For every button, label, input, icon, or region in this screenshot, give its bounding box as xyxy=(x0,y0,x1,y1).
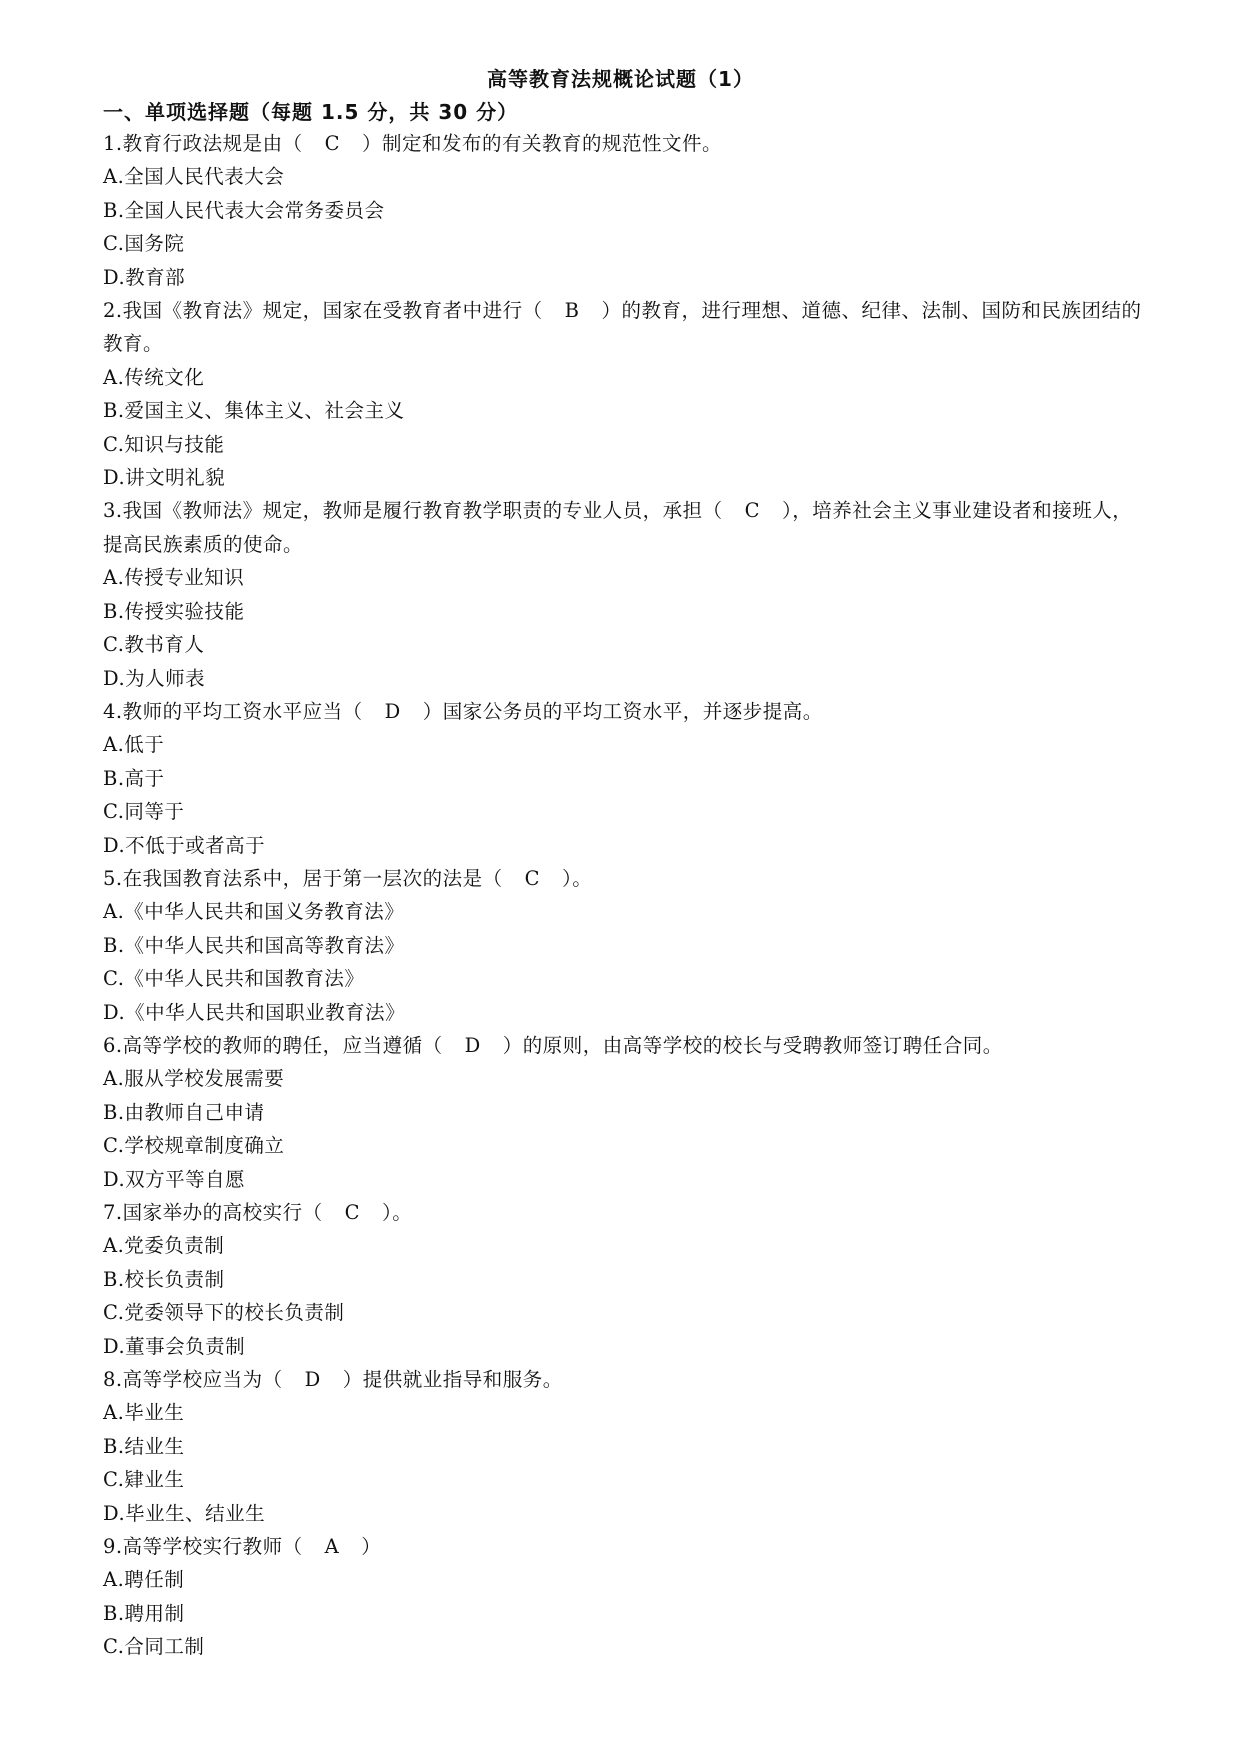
option-c: C.党委领导下的校长负责制 xyxy=(103,1301,345,1325)
section-heading: 一、单项选择题（每题 1.5 分，共 30 分） xyxy=(103,100,519,124)
option-a: A.全国人民代表大会 xyxy=(103,165,285,189)
question-8 xyxy=(103,1363,1148,1530)
question-stem: 9.高等学校实行教师（ A ） xyxy=(103,1530,1148,1563)
option-a: A.低于 xyxy=(103,733,165,757)
answer-letter: A xyxy=(324,1535,340,1559)
answer-letter: C xyxy=(324,132,341,155)
question-1 xyxy=(103,127,1148,294)
option-d: D.为人师表 xyxy=(103,666,206,690)
question-2 xyxy=(103,294,1148,494)
option-c: C.合同工制 xyxy=(103,1635,205,1659)
question-stem: 1.教育行政法规是由（ C ）制定和发布的有关教育的规范性文件。 xyxy=(103,127,1148,160)
question-stem: 5.在我国教育法系中，居于第一层次的法是（ C ）。 xyxy=(103,862,1148,895)
question-stem: 8.高等学校应当为（ D ）提供就业指导和服务。 xyxy=(103,1363,1148,1396)
option-a: A.《中华人民共和国义务教育法》 xyxy=(103,900,405,924)
option-a: A.聘任制 xyxy=(103,1568,185,1592)
option-b: B.传授实验技能 xyxy=(103,599,245,623)
option-a: A.毕业生 xyxy=(103,1401,185,1425)
option-d: D.董事会负责制 xyxy=(103,1334,246,1358)
option-c: C.教书育人 xyxy=(103,633,205,657)
question-stem: 7.国家举办的高校实行（ C ）。 xyxy=(103,1196,1148,1229)
option-a: A.传统文化 xyxy=(103,365,205,389)
answer-letter: C xyxy=(744,499,761,523)
question-stem: 2.我国《教育法》规定，国家在受教育者中进行（ B ）的教育，进行理想、道德、纪律、法制、国防和民族团结的教育。 xyxy=(103,294,1148,361)
option-d: D.不低于或者高于 xyxy=(103,833,266,857)
option-b: B.校长负责制 xyxy=(103,1267,225,1291)
document-body xyxy=(103,97,1148,1664)
question-3 xyxy=(103,494,1148,694)
option-b: B.聘用制 xyxy=(103,1601,185,1625)
question-5 xyxy=(103,862,1148,1029)
option-a: A.传授专业知识 xyxy=(103,566,245,590)
question-stem: 4.教师的平均工资水平应当（ D ）国家公务员的平均工资水平，并逐步提高。 xyxy=(103,695,1148,728)
option-b: B.《中华人民共和国高等教育法》 xyxy=(103,933,405,957)
answer-letter: D xyxy=(304,1368,321,1392)
option-b: B.全国人民代表大会常务委员会 xyxy=(103,198,385,222)
answer-letter: B xyxy=(564,299,580,323)
option-a: A.党委负责制 xyxy=(103,1234,225,1258)
option-c: C.肄业生 xyxy=(103,1468,185,1492)
question-7 xyxy=(103,1196,1148,1363)
option-c: C.知识与技能 xyxy=(103,432,225,456)
option-b: B.高于 xyxy=(103,766,165,790)
question-stem: 3.我国《教师法》规定，教师是履行教育教学职责的专业人员，承担（ C ），培养社会主义事业建设者和接班人，提高民族素质的使命。 xyxy=(103,494,1148,561)
option-d: D.双方平等自愿 xyxy=(103,1167,246,1191)
option-d: D.《中华人民共和国职业教育法》 xyxy=(103,1000,406,1024)
answer-letter: C xyxy=(344,1201,361,1224)
option-d: D.教育部 xyxy=(103,265,186,289)
option-b: B.由教师自己申请 xyxy=(103,1100,265,1124)
option-c: C.同等于 xyxy=(103,800,185,824)
option-a: A.服从学校发展需要 xyxy=(103,1067,285,1091)
answer-letter: D xyxy=(384,699,401,723)
question-stem: 6.高等学校的教师的聘任，应当遵循（ D ）的原则，由高等学校的校长与受聘教师签订聘任合同。 xyxy=(103,1029,1148,1062)
option-b: B.结业生 xyxy=(103,1434,185,1458)
option-c: C.国务院 xyxy=(103,232,185,256)
option-c: C.学校规章制度确立 xyxy=(103,1134,285,1158)
question-4 xyxy=(103,695,1148,862)
question-9 xyxy=(103,1530,1148,1664)
answer-letter: D xyxy=(464,1033,481,1057)
option-b: B.爱国主义、集体主义、社会主义 xyxy=(103,399,405,423)
option-c: C.《中华人民共和国教育法》 xyxy=(103,967,365,991)
answer-letter: C xyxy=(524,866,541,890)
option-d: D.讲文明礼貌 xyxy=(103,466,226,490)
document-title: 高等教育法规概论试题（1） xyxy=(487,67,754,91)
question-6 xyxy=(103,1029,1148,1196)
option-d: D.毕业生、结业生 xyxy=(103,1501,266,1525)
